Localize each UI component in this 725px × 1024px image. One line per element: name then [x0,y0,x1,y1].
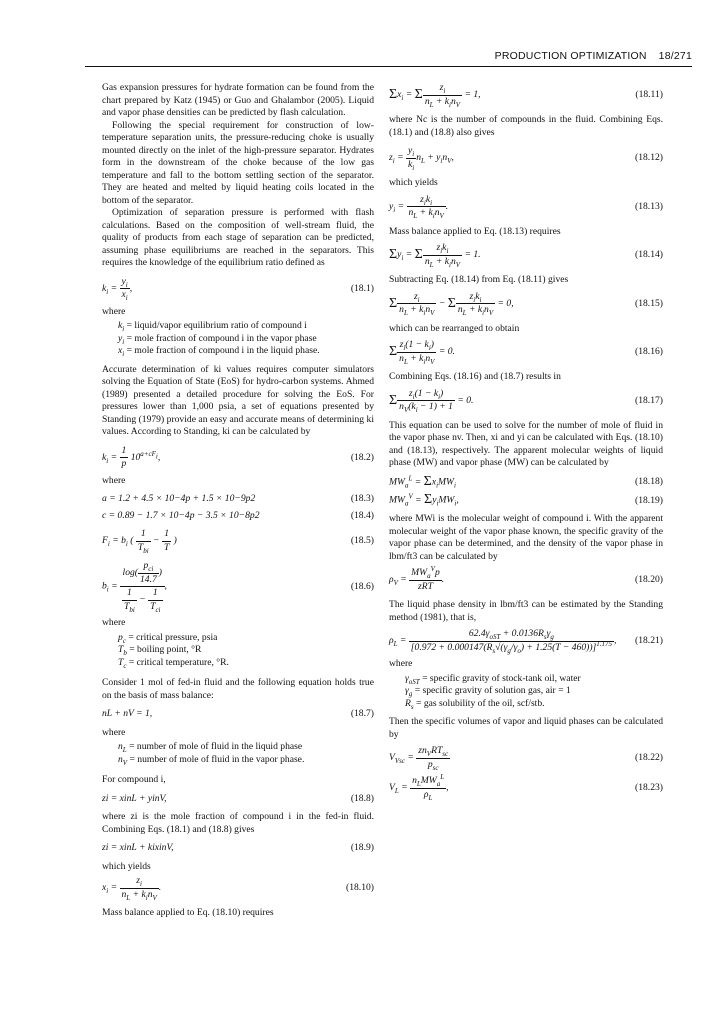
definitions: $\gamma_{oST}$ = specific gravity of stock-tank oil, water $\gamma_g$ = specific gravity of solution gas, air = 1 $R_s$ = gas solubility of the oil, scf/stb. [405,672,581,711]
equation-number: (18.8) [350,792,374,804]
paragraph: Then the specific volumes of vapor and liquid phases can be calculated by [389,716,663,740]
equation-number: (18.21) [635,635,663,647]
paragraph: Following the special requirement for construction of low-temperature separation units, the pressure-reducing choke is usually mounted directly on the inlet of the high-pressure separator. Hydrates form in the downstream of the choke because of the low gas temperature and fall to the bottom settling section of the separator. They are heated and melted by liquid heating coils located in the bottom of the separator. [102,119,374,206]
paragraph: where Nc is the number of compounds in the fluid. Combining Eqs. (18.1) and (18.8) also gives [389,114,663,138]
definitions: $p_c$ = critical pressure, psia $T_b$ = boiling point, °R $T_c$ = critical temperature, °R. [118,631,229,670]
equation-18-4: c = 0.89 − 1.7 × 10−4p − 3.5 × 10−8p2 (18.4) [102,509,374,521]
running-header [0,50,692,63]
equation-18-13: $y_i$ = $\frac{z_ik_i}{n_L + k_in_V}$ . (18.13) [389,193,663,220]
definition: = critical pressure, psia [128,631,218,643]
paragraph: Combining Eqs. (18.16) and (18.7) results in [389,371,561,382]
definition: = liquid/vapor equilibrium ratio of compound i [126,320,307,331]
equation-18-19: $MW_a^V = \Sigma y_iMW_i$, (18.19) [389,492,663,508]
paragraph: Gas expansion pressures for hydrate formation can be found from the chart prepared by Katz (1945) or Guo and Ghalambor (2005). Liquid and vapor phase densities can be predicted by flash calculation. [102,82,374,118]
where-label: where [389,658,413,670]
equation-number: (18.4) [350,509,374,521]
equation-number: (18.1) [350,282,374,294]
equation-18-10: $x_i$ = $\frac{z_i}{n_L + k_in_V}$ . (18.10) [102,875,374,902]
paragraph: Consider 1 mol of fed-in fluid and the following equation holds true on the basis of mass balance: [102,677,374,701]
equation-number: (18.9) [350,842,374,853]
equation-number: (18.11) [635,88,663,100]
equation-18-8: zi = xinL + yinV, (18.8) [102,792,374,804]
paragraph: which yields [389,177,438,188]
definitions: $k_i$ = liquid/vapor equilibrium ratio of compound i $y_i$ = mole fraction of compound i in the vapor phase $x_i$ = mole fraction of compound i in the liquid phase. [118,320,320,358]
paragraph: Accurate determination of ki values requires computer simulators solving the Equation of State (EoS) for hydro-carbon systems. Ahmed (1989) presented a detailed procedure for solving the EoS. For pressures lower than 1,000 psia, a set of equations presented by Standing (1979) provide an easy and accurate means of determining ki values. According to Standing, ki can be calculated by [102,363,374,437]
definition: = number of mole of fluid in the liquid phase [129,741,303,752]
equation-number: (18.22) [635,752,663,764]
equation-18-21: $\rho_L$ = $\frac{62.4\gamma_{oST} + 0.0136R_s\gamma_g}{[0.972 + 0.000147(R_s√(\gamma_g/\gamma_o) + 1.25(T - 460))]^{1.175}}$ , (18.21) [389,628,663,655]
left-column [102,82,374,920]
definition: = mole fraction of compound i in the vapor phase [126,332,317,344]
definition: = number of mole of fluid in the vapor phase. [129,753,305,765]
paragraph: The liquid phase density in lbm/ft3 can be estimated by the Standing method (1981), that is, [389,599,663,623]
equation-18-2: $k_i$ = $\frac{1}{p}$ $10^{a+cF_i}$, (18.2) [102,444,374,469]
equation-18-23: $V_L$ = $\frac{n_LMW_a^L}{\rho_L}$ , (18.23) [389,773,663,802]
equation-18-22: $V_{Vsc}$ = $\frac{zn_VRT_{sc}}{p_{sc}}$ (18.22) [389,745,663,772]
equation-number: (18.13) [635,200,663,212]
equation-number: (18.6) [350,580,374,592]
paragraph: which can be rearranged to obtain [389,322,520,334]
equation-18-5: $F_i = b_i$ ( $\frac{1}{T_{bi}}$ − $\frac{1}{T}$ ) (18.5) [102,528,374,555]
equation-18-20: $\rho_V$ = $\frac{MW_a^Vp}{\text{zRT}}$ . (18.20) [389,565,663,592]
equation-18-11: $\Sigma x_i = \Sigma$ $\frac{z_i}{n_L + k_in_V}$ = 1, (18.11) [389,82,663,109]
paragraph: where zi is the mole fraction of compound i in the fed-in fluid. Combining Eqs. (18.1) and (18.8) gives [102,811,374,835]
equation-18-3: a = 1.2 + 4.5 × 10−4p + 1.5 × 10−9p2 (18.3) [102,493,374,504]
definition: = mole fraction of compound i in the liquid phase. [126,345,320,356]
equation-18-7: nL + nV = 1, (18.7) [102,708,374,719]
equation-18-17: Σ $\frac{z_i(1 - k_i)}{n_V(k_i - 1) + 1}$ = 0. (18.17) [389,387,663,414]
equation-number: (18.23) [635,782,663,794]
paragraph: Optimization of separation pressure is performed with flash calculations. Based on the composition of well-stream fluid, the quality of products from each stage of separation can be predicted, assuming phase equilibriums are reached in the separators. This requires the knowledge of the equilibrium ratio defined as [102,207,374,268]
equation-18-14: $\Sigma y_i = \Sigma$ $\frac{z_ik_i}{n_L + k_in_V}$ = 1. (18.14) [389,242,663,269]
equation-18-12: $z_i$ = $\frac{y_i}{k_i}$ $n_L + y_in_V$, (18.12) [389,145,663,172]
definition: = gas solubility of the oil, scf/stb. [416,697,545,709]
equation-number: (18.20) [635,574,663,586]
equation-18-18: $MW_a^L = \Sigma x_iMW_i$ (18.18) [389,473,663,489]
where-label: where [102,726,126,738]
paragraph: Mass balance applied to Eq. (18.10) requires [102,907,274,918]
paragraph: which yields [102,860,151,872]
definition: = boiling point, °R [129,644,202,655]
page-number: 18/271 [658,50,692,62]
equation-number: (18.15) [635,297,663,309]
equation-18-1: $k_i$ = $\frac{y_i}{x_i}$ , (18.1) [102,275,374,302]
equation-number: (18.12) [635,151,663,163]
paragraph: Mass balance applied to Eq. (18.13) requires [389,225,561,237]
equation-number: (18.3) [350,493,374,504]
definition: = specific gravity of solution gas, air = 1 [414,685,571,697]
equation-18-16: Σ $\frac{z_i(1 - k_i)}{n_L + k_in_V}$ = 0. (18.16) [389,339,663,366]
equation-number: (18.17) [635,394,663,406]
definitions: $n_L$ = number of mole of fluid in the liquid phase $n_V$ = number of mole of fluid in the vapor phase. [118,741,305,767]
equation-number: (18.7) [350,708,374,719]
equation-number: (18.19) [635,494,663,506]
equation-18-6: $b_i$ = log( $\frac{p_{ci}}{14.7}$ ) $\frac{1}{T_{bi}}$ − $\frac{1}{T_{ci}}$ , (18.6) [102,560,374,614]
paragraph: For compound i, [102,774,166,785]
header-rule [85,66,692,67]
equation-number: (18.14) [635,248,663,260]
definition: = critical temperature, °R. [128,656,229,668]
equation-number: (18.16) [635,345,663,357]
equation-number: (18.18) [635,475,663,487]
equation-18-15: Σ $\frac{z_i}{n_L + k_in_V}$ − Σ $\frac{z_ik_i}{n_L + k_in_V}$ = 0, (18.15) [389,290,663,317]
paragraph: where MWi is the molecular weight of compound i. With the apparent molecular weight of the vapor phase known, the specific gravity of the vapor phase can be determined, and the density of the vapor phase in lbm/ft3 can be calculated by [389,513,663,562]
where-label: where [102,617,126,628]
equation-number: (18.5) [350,534,374,546]
paragraph: This equation can be used to solve for the number of mole of fluid in the vapor phase nv. Then, xi and yi can be calculated with Eqs. (18.10) and (18.13), respectively. The apparent molecular weights of liquid phase (MW) and vapor phase (MW) can be calculated by [389,419,663,468]
equation-number: (18.10) [346,881,374,893]
header-title: PRODUCTION OPTIMIZATION [494,50,647,62]
where-label: where [102,305,126,317]
equation-number: (18.2) [350,451,374,463]
definition: = specific gravity of stock-tank oil, water [422,672,581,684]
equation-18-9: zi = xinL + kixinV, (18.9) [102,842,374,853]
right-column [389,82,663,801]
where-label: where [102,474,126,486]
paragraph: Subtracting Eq. (18.14) from Eq. (18.11) gives [389,274,569,285]
